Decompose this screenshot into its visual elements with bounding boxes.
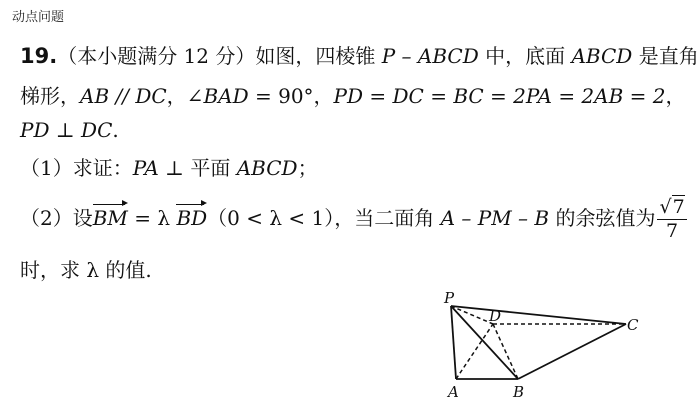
problem-text: ，∠ — [166, 84, 204, 108]
problem-text: ⊥ — [49, 118, 82, 142]
problem-text: . — [112, 118, 119, 142]
sqrt-symbol: √7 — [659, 196, 685, 218]
label-d: D — [489, 307, 502, 325]
math-expr: BAD — [203, 84, 249, 108]
problem-text: 时，求 λ 的值. — [20, 258, 152, 282]
math-expr: PA — [132, 156, 159, 180]
math-expr: ABCD — [236, 156, 298, 180]
problem-text: ⊥ 平面 — [158, 156, 237, 180]
problem-text: 是直角 — [632, 44, 699, 68]
problem-number: 19. — [20, 44, 58, 68]
problem-text: （2）设 — [20, 206, 93, 230]
math-expr: PD = DC = BC = 2PA = 2AB = 2 — [333, 84, 666, 108]
edge-db — [493, 324, 518, 379]
edge-pa — [451, 306, 456, 379]
label-p: P — [444, 289, 455, 307]
vector-bm: BM — [92, 206, 128, 230]
vector-bd: BD — [176, 206, 208, 230]
math-expr: AB // DC — [80, 84, 167, 108]
problem-text: （本小题满分 12 分）如图，四棱锥 — [57, 44, 382, 68]
problem-text: 的余弦值为 — [549, 206, 656, 230]
topic-header: 动点问题 — [12, 10, 65, 25]
problem-text: （0 < λ < 1），当二面角 — [207, 206, 441, 230]
edge-pb — [451, 306, 518, 379]
problem-text: 中，底面 — [478, 44, 572, 68]
math-expr: P – ABCD — [381, 44, 479, 68]
label-a: A — [448, 383, 459, 401]
math-expr: ABCD — [571, 44, 633, 68]
edge-bc — [518, 324, 626, 379]
radicand: 7 — [672, 196, 685, 218]
problem-text: = λ — [127, 206, 177, 230]
problem-text: （1）求证： — [20, 156, 133, 180]
problem-text: 梯形， — [20, 84, 80, 108]
math-expr: DC — [81, 118, 113, 142]
edge-pc — [451, 306, 626, 324]
label-c: C — [627, 316, 639, 334]
problem-text: ， — [665, 84, 686, 108]
fraction-denominator: 7 — [666, 220, 679, 242]
math-expr: A – PM – B — [440, 206, 550, 230]
problem-text: ； — [297, 156, 318, 180]
label-b: B — [513, 383, 525, 401]
problem-text: = 90°， — [248, 84, 334, 108]
math-expr: PD — [20, 118, 50, 142]
